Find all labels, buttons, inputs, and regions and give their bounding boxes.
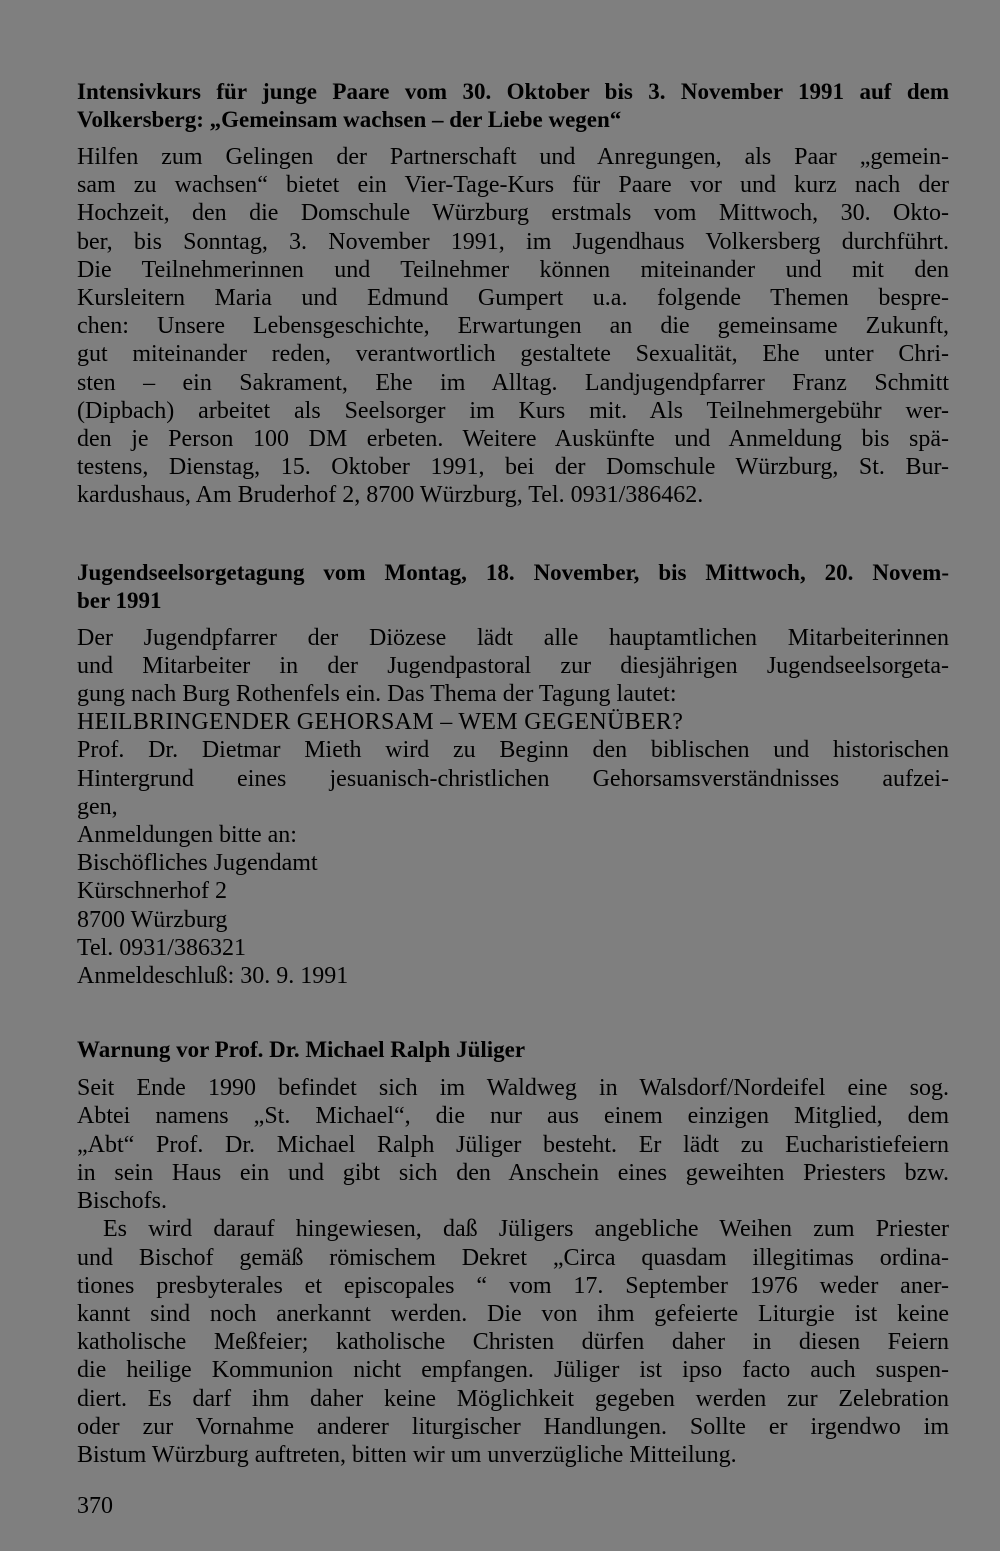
- section-3-paragraph-1: [77, 1074, 949, 1215]
- body-line: Prof. Dr. Dietmar Mieth wird zu Beginn den biblischen und historischen: [77, 737, 949, 764]
- body-line: oder zur Vornahme anderer liturgischer Handlungen. Sollte er irgendwo im: [77, 1413, 949, 1440]
- heading-line: Warnung vor Prof. Dr. Michael Ralph Jüliger: [77, 1037, 526, 1063]
- body-line: katholische Meßfeier; katholische Christen dürfen daher in diesen Feiern: [77, 1329, 949, 1356]
- address-line: 8700 Würzburg: [77, 906, 228, 933]
- body-line: Bischofs.: [77, 1188, 167, 1215]
- body-line: Kursleitern Maria und Edmund Gumpert u.a. folgende Themen bespre-: [77, 285, 949, 312]
- body-line: (Dipbach) arbeitet als Seelsorger im Kurs mit. Als Teilnehmergebühr wer-: [77, 397, 949, 424]
- page-content: [77, 78, 949, 1469]
- address-line: Kürschnerhof 2: [77, 878, 227, 905]
- body-line: gen,: [77, 793, 118, 820]
- body-line: diert. Es darf ihm daher keine Möglichkeit gegeben werden zur Zelebration: [77, 1385, 949, 1412]
- body-line: Hochzeit, den die Domschule Würzburg erstmals vom Mittwoch, 30. Okto-: [77, 200, 949, 227]
- section-2-body: [77, 624, 949, 991]
- address-line: Anmeldeschluß: 30. 9. 1991: [77, 963, 349, 990]
- body-line: Hilfen zum Gelingen der Partnerschaft und Anregungen, als Paar „gemein-: [77, 144, 949, 170]
- body-line: den je Person 100 DM erbeten. Weitere Auskünfte und Anmeldung bis spä-: [77, 426, 949, 453]
- body-line: Seit Ende 1990 befindet sich im Waldweg in Walsdorf/Nordeifel eine sog.: [77, 1075, 949, 1102]
- body-line: und Mitarbeiter in der Jugendpastoral zur diesjährigen Jugendseelsorgeta-: [77, 652, 949, 679]
- section-3-paragraph-2: [77, 1215, 949, 1469]
- address-line: Tel. 0931/386321: [77, 934, 246, 961]
- section-1-heading: [77, 78, 949, 134]
- body-line: Bistum Würzburg auftreten, bitten wir um unverzügliche Mitteilung.: [77, 1441, 737, 1468]
- body-line: chen: Unsere Lebensgeschichte, Erwartungen an die gemeinsame Zukunft,: [77, 313, 949, 340]
- heading-line: ber 1991: [77, 587, 162, 613]
- body-line: kannt sind noch anerkannt werden. Die von ihm gefeierte Liturgie ist keine: [77, 1300, 949, 1327]
- heading-line: Volkersberg: „Gemeinsam wachsen – der Liebe wegen“: [77, 107, 622, 132]
- body-line: sten – ein Sakrament, Ehe im Alltag. Landjugendpfarrer Franz Schmitt: [77, 369, 949, 396]
- body-line: gut miteinander reden, verantwortlich gestaltete Sexualität, Ehe unter Chri-: [77, 341, 949, 368]
- address-line: Bischöfliches Jugendamt: [77, 850, 318, 877]
- body-line: testens, Dienstag, 15. Oktober 1991, bei der Domschule Würzburg, St. Bur-: [77, 454, 949, 481]
- body-line: Hintergrund eines jesuanisch-christlichen Gehorsamsverständnisses aufzei-: [77, 765, 949, 792]
- body-line: gung nach Burg Rothenfels ein. Das Thema der Tagung lautet:: [77, 681, 677, 708]
- section-1-body: [77, 143, 949, 510]
- body-line: Es wird darauf hingewiesen, daß Jüligers angebliche Weihen zum Priester: [103, 1216, 949, 1243]
- body-line: sam zu wachsen“ bietet ein Vier-Tage-Kurs für Paare vor und kurz nach der: [77, 172, 949, 199]
- body-line: Abtei namens „St. Michael“, die nur aus einem einzigen Mitglied, dem: [77, 1103, 949, 1130]
- body-line: die heilige Kommunion nicht empfangen. Jüliger ist ipso facto auch suspen-: [77, 1357, 949, 1384]
- topic-title: HEILBRINGENDER GEHORSAM – WEM GEGENÜBER?: [77, 709, 684, 736]
- section-3-heading: [77, 1036, 949, 1064]
- body-line: tiones presbyterales et episcopales “ vom 17. September 1976 weder aner-: [77, 1272, 949, 1299]
- body-line: in sein Haus ein und gibt sich den Anschein eines geweihten Priesters bzw.: [77, 1159, 949, 1186]
- body-line: kardushaus, Am Bruderhof 2, 8700 Würzburg, Tel. 0931/386462.: [77, 482, 704, 509]
- body-line: Der Jugendpfarrer der Diözese lädt alle hauptamtlichen Mitarbeiterinnen: [77, 624, 949, 651]
- address-line: Anmeldungen bitte an:: [77, 822, 297, 849]
- section-2-heading: [77, 559, 949, 615]
- heading-line: Intensivkurs für junge Paare vom 30. Oktober bis 3. November 1991 auf dem: [77, 79, 949, 104]
- page-number: 370: [77, 1493, 113, 1519]
- body-line: ber, bis Sonntag, 3. November 1991, im Jugendhaus Volkersberg durchführt.: [77, 228, 949, 255]
- body-line: Die Teilnehmerinnen und Teilnehmer können miteinander und mit den: [77, 256, 949, 283]
- body-line: und Bischof gemäß römischem Dekret „Circa quasdam illegitimas ordina-: [77, 1244, 949, 1271]
- heading-line: Jugendseelsorgetagung vom Montag, 18. November, bis Mittwoch, 20. Novem-: [77, 559, 949, 585]
- body-line: „Abt“ Prof. Dr. Michael Ralph Jüliger besteht. Er lädt zu Eucharistiefeiern: [77, 1131, 949, 1158]
